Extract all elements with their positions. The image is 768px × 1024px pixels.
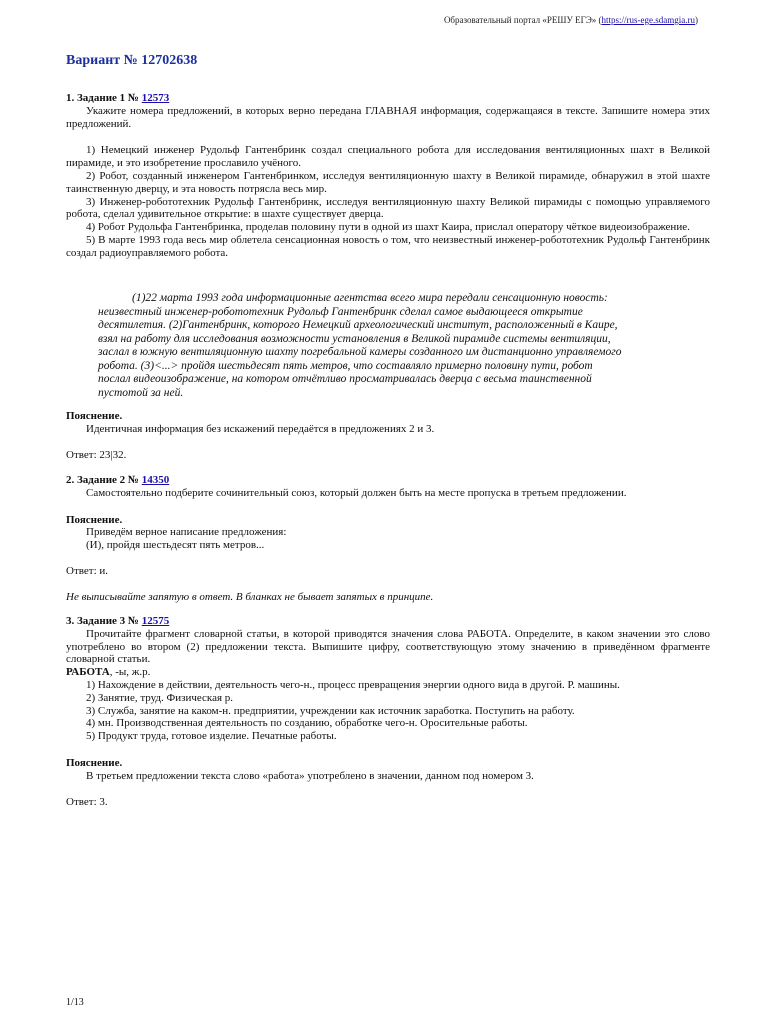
dictionary-word: РАБОТА — [66, 666, 110, 679]
task-3-link[interactable]: 12575 — [141, 615, 170, 627]
task-2-explanation-line-2: (И), пройдя шестьдесят пять метров... — [86, 539, 265, 552]
task-3-explanation: В третьем предложении текста слово «работа» употреблено в значении, данном под номером 3. — [86, 769, 534, 782]
task-1-link[interactable]: 12573 — [141, 92, 170, 104]
page-title: Вариант № 12702638 — [66, 53, 198, 68]
task-1-explanation: Идентичная информация без искажений передаётся в предложениях 2 и 3. — [86, 422, 435, 435]
task-1-option-4: 4) Робот Рудольфа Гантенбринка, проделав половину пути в одной из шахт Каира, прислал оператору чёткое видеоизображение. — [86, 221, 690, 234]
task-3-explanation-label: Пояснение. — [66, 756, 123, 769]
task-2-explanation-line-1: Приведём верное написание предложения: — [86, 526, 287, 539]
task-1-question: Укажите номера предложений, в которых верно передана ГЛАВНАЯ информация, содержащаяся в тексте. Запишите номера этих предложений. — [66, 104, 710, 130]
task-2 — [66, 474, 710, 604]
task-1-option-2: 2) Робот, созданный инженером Гантенбринком, исследуя вентиляционную шахту в Великой пирамиде, обнаружил в этой шахте таинственную дверцу, и эта новость потрясла весь мир. — [66, 169, 710, 195]
portal-header — [444, 14, 698, 27]
task-1-head-text: 1. Задание 1 № — [66, 92, 142, 104]
page-number: 1/13 — [66, 997, 84, 1008]
task-2-link[interactable]: 14350 — [141, 474, 170, 486]
task-3-question: Прочитайте фрагмент словарной статьи, в которой приводятся значения слова РАБОТА. Определите, в каком значении это слово употреблено во втором (2) предложении текста. Выпишите цифру, соответствующую этому значению в приведённом фрагменте словарной статьи. — [66, 627, 710, 666]
task-2-explanation-label: Пояснение. — [66, 513, 123, 526]
header-text: Образовательный портал «РЕШУ ЕГЭ» ( — [443, 15, 602, 25]
meaning-4: 4) мн. Производственная деятельность по созданию, обработке чего-н. Оросительные работы. — [86, 717, 528, 730]
task-2-heading — [66, 474, 710, 487]
task-3-answer: Ответ: 3. — [66, 795, 108, 808]
meaning-2: 2) Занятие, труд. Физическая р. — [86, 691, 234, 704]
source-passage: (1)22 марта 1993 года информационные агентства всего мира передали сенсационную новость: неизвестный инженер-робототехник Рудольф Гантенбринк сделал самое выдающееся открытие десятилетия. (2)Гантенбринк, которого Немецкий археологический институт, расположенный в Каире, взял на работу для исследования возможности установления в Великой пирамиде системы вентиляции, заслал в южную вентиляционную шахту погребальной камеры созданного им дистанционно управляемого робота. (3)<...> пройдя шестьдесят пять метров, что составляло примерно половину пути, робот послал видеоизображение, на котором отчётливо просматривалась дверца с весьма таинственной пустотой за ней. — [98, 292, 622, 399]
meaning-1: 1) Нахождение в действии, деятельность чего-н., процесс превращения энергии одного вида в другой. Р. машины. — [86, 678, 620, 691]
task-1-option-5: 5) В марте 1993 года весь мир облетела сенсационная новость о том, что неизвестный инженер-робототехник Рудольф Гантенбринк создал радиоуправляемого робота. — [66, 233, 710, 259]
task-2-question: Самостоятельно подберите сочинительный союз, который должен быть на месте пропуска в третьем предложении. — [86, 486, 627, 499]
task-3 — [66, 615, 710, 808]
task-1-explanation-label: Пояснение. — [66, 410, 123, 422]
task-2-answer: Ответ: и. — [66, 564, 109, 577]
task-1 — [66, 92, 710, 260]
task-1-option-1: 1) Немецкий инженер Рудольф Гантенбринк создал специального робота для исследования вентиляционных шахт в Великой пирамиде, и это изобретение прославило учёного. — [66, 144, 710, 170]
meaning-3: 3) Служба, занятие на каком-н. предприятии, учреждении как источник заработка. Поступить на работу. — [86, 704, 575, 717]
task-1-option-3: 3) Инженер-робототехник Рудольф Гантенбринк, исследуя вентиляционную шахту Великой пирамиды с помощью управляемого робота, сделал удивительное открытие: в шахте существует дверца. — [66, 195, 710, 221]
task-2-note: Не выписывайте запятую в ответ. В бланках не бывает запятых в принципе. — [66, 590, 434, 603]
dictionary-grammar: , -ы, ж.р. — [109, 666, 151, 679]
task-1-explanation-block — [66, 410, 710, 461]
header-close: ) — [695, 15, 698, 25]
dictionary-entry — [66, 666, 710, 679]
task-1-heading — [66, 92, 710, 105]
task-2-head-text: 2. Задание 2 № — [66, 474, 142, 486]
portal-link[interactable]: https://rus-ege.sdamgia.ru — [601, 15, 695, 25]
meaning-5: 5) Продукт труда, готовое изделие. Печатные работы. — [86, 730, 337, 743]
task-3-head-text: 3. Задание 3 № — [66, 615, 142, 627]
task-1-answer: Ответ: 23|32. — [66, 448, 127, 461]
task-3-heading — [66, 615, 710, 628]
